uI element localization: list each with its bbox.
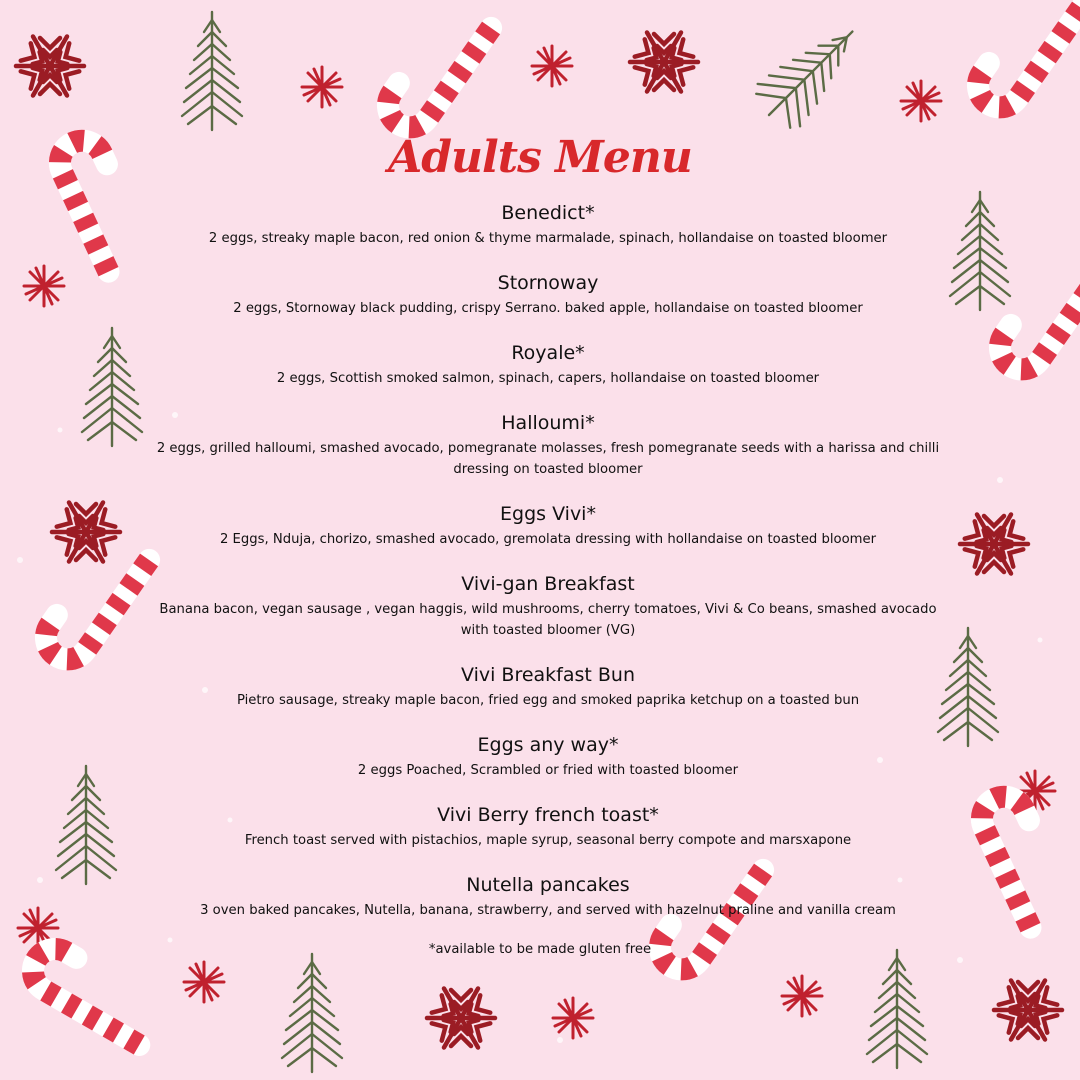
- menu-title: Adults Menu: [388, 132, 692, 183]
- menu-item-description: 2 eggs, streaky maple bacon, red onion & thyme marmalade, spinach, hollandaise on toasted bloomer: [208, 231, 888, 246]
- menu-item-name: Eggs Vivi*: [500, 503, 596, 525]
- menu-item-name: Royale*: [511, 342, 585, 364]
- menu-item-description: 2 Eggs, Nduja, chorizo, smashed avocado, gremolata dressing with hollandaise on toasted bloomer: [219, 532, 877, 547]
- menu-item-name: Eggs any way*: [477, 734, 619, 756]
- menu-item-description: French toast served with pistachios, maple syrup, seasonal berry compote and marsxapone: [244, 833, 852, 848]
- menu-item-description: 2 eggs, grilled halloumi, smashed avocado, pomegranate molasses, fresh pomegranate seeds with a harissa and chilli dressing on toasted bloomer: [156, 441, 940, 477]
- menu-item: [150, 502, 946, 550]
- menu-item-description: 3 oven baked pancakes, Nutella, banana, strawberry, and served with hazelnut praline and vanilla cream: [200, 903, 896, 918]
- menu-item: [150, 411, 946, 480]
- menu-item: [150, 572, 946, 641]
- menu-item-name: Halloumi*: [501, 412, 595, 434]
- menu-item: [150, 873, 946, 921]
- menu-item: [150, 803, 946, 851]
- gluten-free-footnote: *available to be made gluten free: [428, 942, 652, 957]
- menu-item: [150, 341, 946, 389]
- menu-item: [150, 663, 946, 711]
- menu-item-name: Vivi-gan Breakfast: [461, 573, 635, 595]
- menu-item-description: 2 eggs Poached, Scrambled or fried with toasted bloomer: [357, 763, 739, 778]
- menu-item-name: Nutella pancakes: [466, 874, 630, 896]
- menu-item-name: Stornoway: [497, 272, 599, 294]
- menu-item-name: Benedict*: [501, 202, 595, 224]
- menu-item: [150, 271, 946, 319]
- menu-item-description: 2 eggs, Stornoway black pudding, crispy Serrano. baked apple, hollandaise on toasted bloomer: [233, 301, 863, 316]
- menu-item-name: Vivi Berry french toast*: [437, 804, 659, 826]
- menu-item-description: Pietro sausage, streaky maple bacon, fried egg and smoked paprika ketchup on a toasted bun: [236, 693, 860, 708]
- menu-item-description: Banana bacon, vegan sausage , vegan haggis, wild mushrooms, cherry tomatoes, Vivi & Co beans, smashed avocado with toasted bloomer (VG): [159, 602, 937, 638]
- menu-item: [150, 733, 946, 781]
- menu-item: [150, 201, 946, 249]
- menu-item-description: 2 eggs, Scottish smoked salmon, spinach, capers, hollandaise on toasted bloomer: [276, 371, 820, 386]
- menu-item-name: Vivi Breakfast Bun: [460, 664, 636, 686]
